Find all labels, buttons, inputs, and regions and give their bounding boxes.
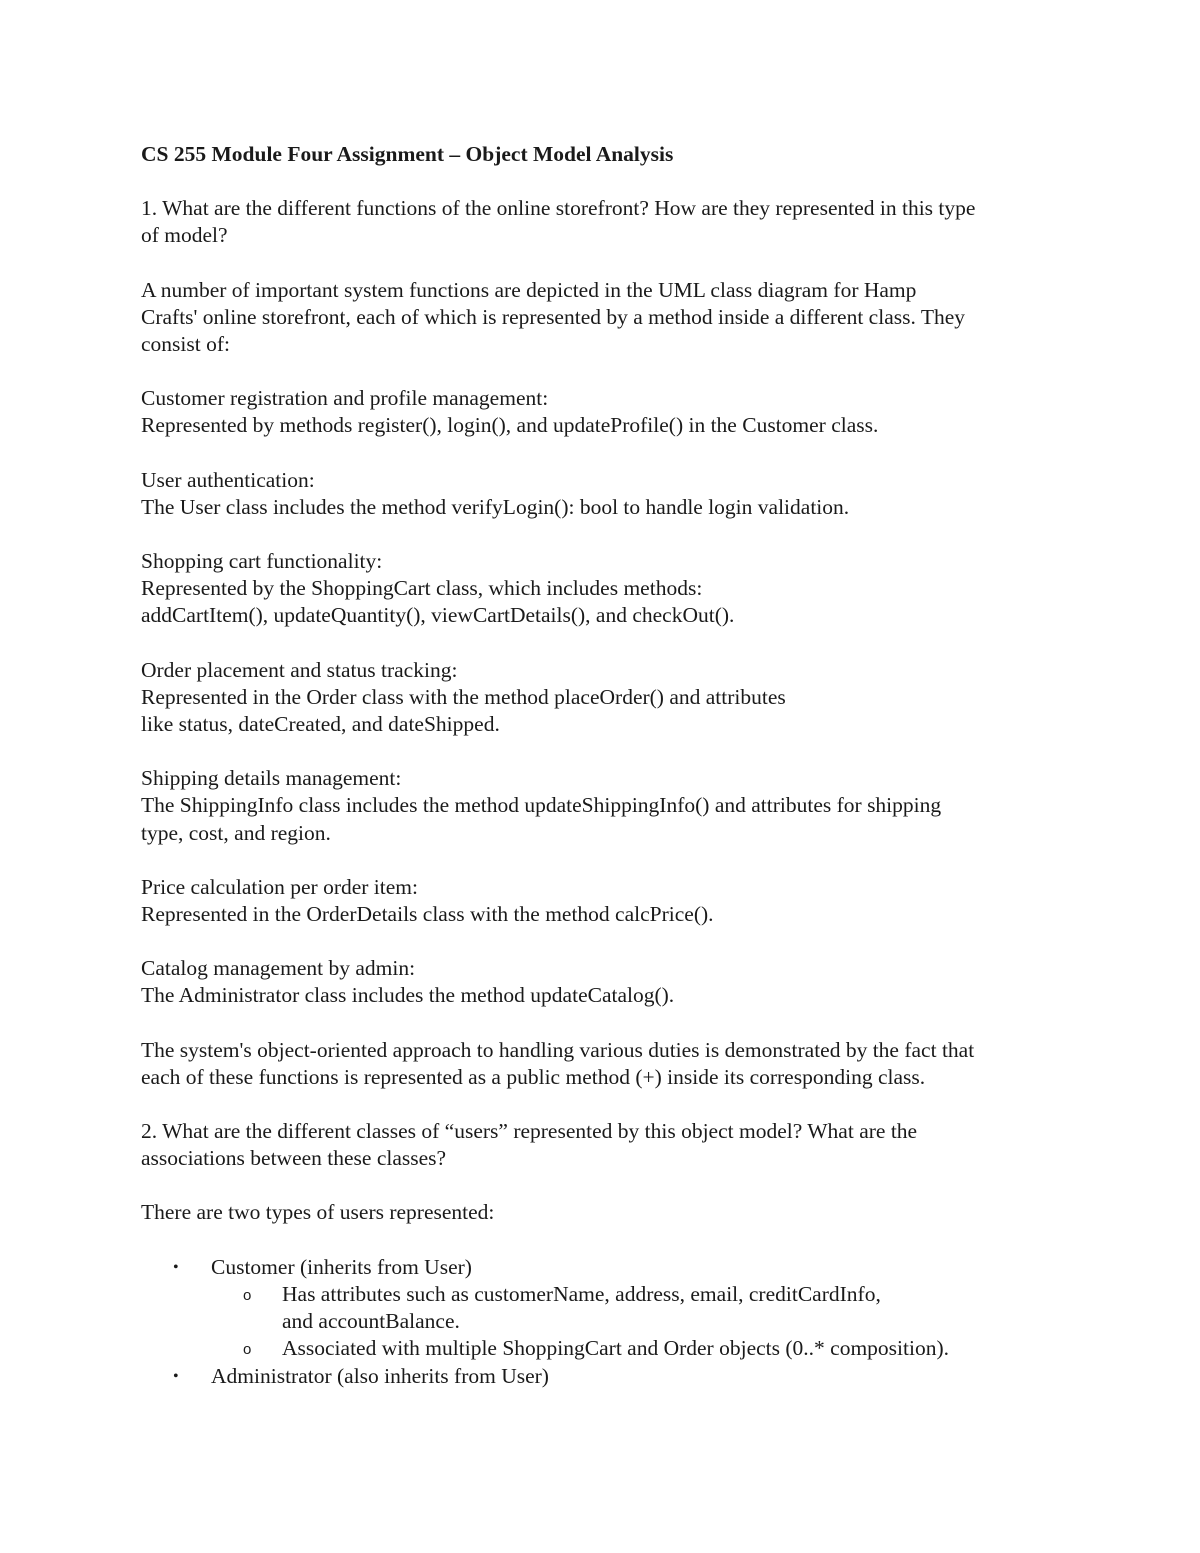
function-heading: Customer registration and profile management: [141, 386, 549, 411]
function-description: Represented in the OrderDetails class with the method calcPrice(). [141, 902, 714, 927]
function-description: like status, dateCreated, and dateShipped. [141, 712, 500, 737]
question-2-line: 2. What are the different classes of “users” represented by this object model? What are the [141, 1119, 918, 1144]
user-detail-line: and accountBalance. [282, 1309, 460, 1334]
question-2 [141, 1118, 1061, 1172]
user-type-label: Administrator (also inherits from User) [211, 1363, 549, 1388]
function-description: Represented by methods register(), login(), and updateProfile() in the Customer class. [141, 413, 879, 438]
bullet-icon: • [173, 1367, 179, 1385]
list-item [141, 1254, 1061, 1363]
answer-1-summary [141, 1037, 1061, 1091]
document-body [141, 141, 1061, 1390]
sub-bullet-icon: o [243, 1341, 252, 1359]
answer-2-intro: There are two types of users represented: [141, 1200, 495, 1225]
question-1 [141, 195, 1061, 249]
user-types-list [141, 1254, 1061, 1390]
function-heading: Catalog management by admin: [141, 956, 416, 981]
function-heading: Price calculation per order item: [141, 874, 418, 899]
answer-1-intro-line: A number of important system functions are depicted in the UML class diagram for Hamp [141, 277, 917, 302]
question-1-line: 1. What are the different functions of the online storefront? How are they represented in this type [141, 196, 976, 221]
answer-1-intro-line: consist of: [141, 332, 230, 357]
function-description: Represented in the Order class with the method placeOrder() and attributes [141, 684, 786, 709]
function-block-catalog [141, 955, 1061, 1009]
user-details-list [211, 1281, 1061, 1363]
function-block-authentication [141, 467, 1061, 521]
function-block-shopping-cart [141, 548, 1061, 630]
function-description: Represented by the ShoppingCart class, which includes methods: [141, 576, 703, 601]
function-heading: Order placement and status tracking: [141, 657, 458, 682]
summary-line: each of these functions is represented as a public method (+) inside its corresponding class. [141, 1064, 926, 1089]
function-heading: Shopping cart functionality: [141, 549, 383, 574]
function-block-price [141, 874, 1061, 928]
function-heading: User authentication: [141, 467, 315, 492]
user-type-label: Customer (inherits from User) [211, 1254, 472, 1279]
summary-line: The system's object-oriented approach to handling various duties is demonstrated by the fact that [141, 1037, 975, 1062]
function-block-shipping [141, 765, 1061, 847]
list-item [211, 1335, 1061, 1362]
question-2-line: associations between these classes? [141, 1146, 447, 1171]
answer-1-intro [141, 277, 1061, 359]
answer-1-intro-line: Crafts' online storefront, each of which is represented by a method inside a different class. They [141, 304, 966, 329]
function-heading: Shipping details management: [141, 766, 402, 791]
user-detail-line: Associated with multiple ShoppingCart and Order objects (0..* composition). [282, 1336, 949, 1361]
function-block-order [141, 657, 1061, 739]
list-item [211, 1281, 1061, 1335]
user-detail-line: Has attributes such as customerName, address, email, creditCardInfo, [282, 1281, 881, 1306]
function-description: The User class includes the method verifyLogin(): bool to handle login validation. [141, 494, 850, 519]
document-title: CS 255 Module Four Assignment – Object Model Analysis [141, 142, 674, 166]
question-1-line: of model? [141, 223, 228, 248]
list-item [141, 1363, 1061, 1390]
function-description: The Administrator class includes the method updateCatalog(). [141, 983, 675, 1008]
bullet-icon: • [173, 1258, 179, 1276]
function-block-registration [141, 385, 1061, 439]
function-description: type, cost, and region. [141, 820, 331, 845]
function-description: addCartItem(), updateQuantity(), viewCartDetails(), and checkOut(). [141, 603, 735, 628]
function-description: The ShippingInfo class includes the method updateShippingInfo() and attributes for shipping [141, 793, 942, 818]
sub-bullet-icon: o [243, 1286, 252, 1304]
